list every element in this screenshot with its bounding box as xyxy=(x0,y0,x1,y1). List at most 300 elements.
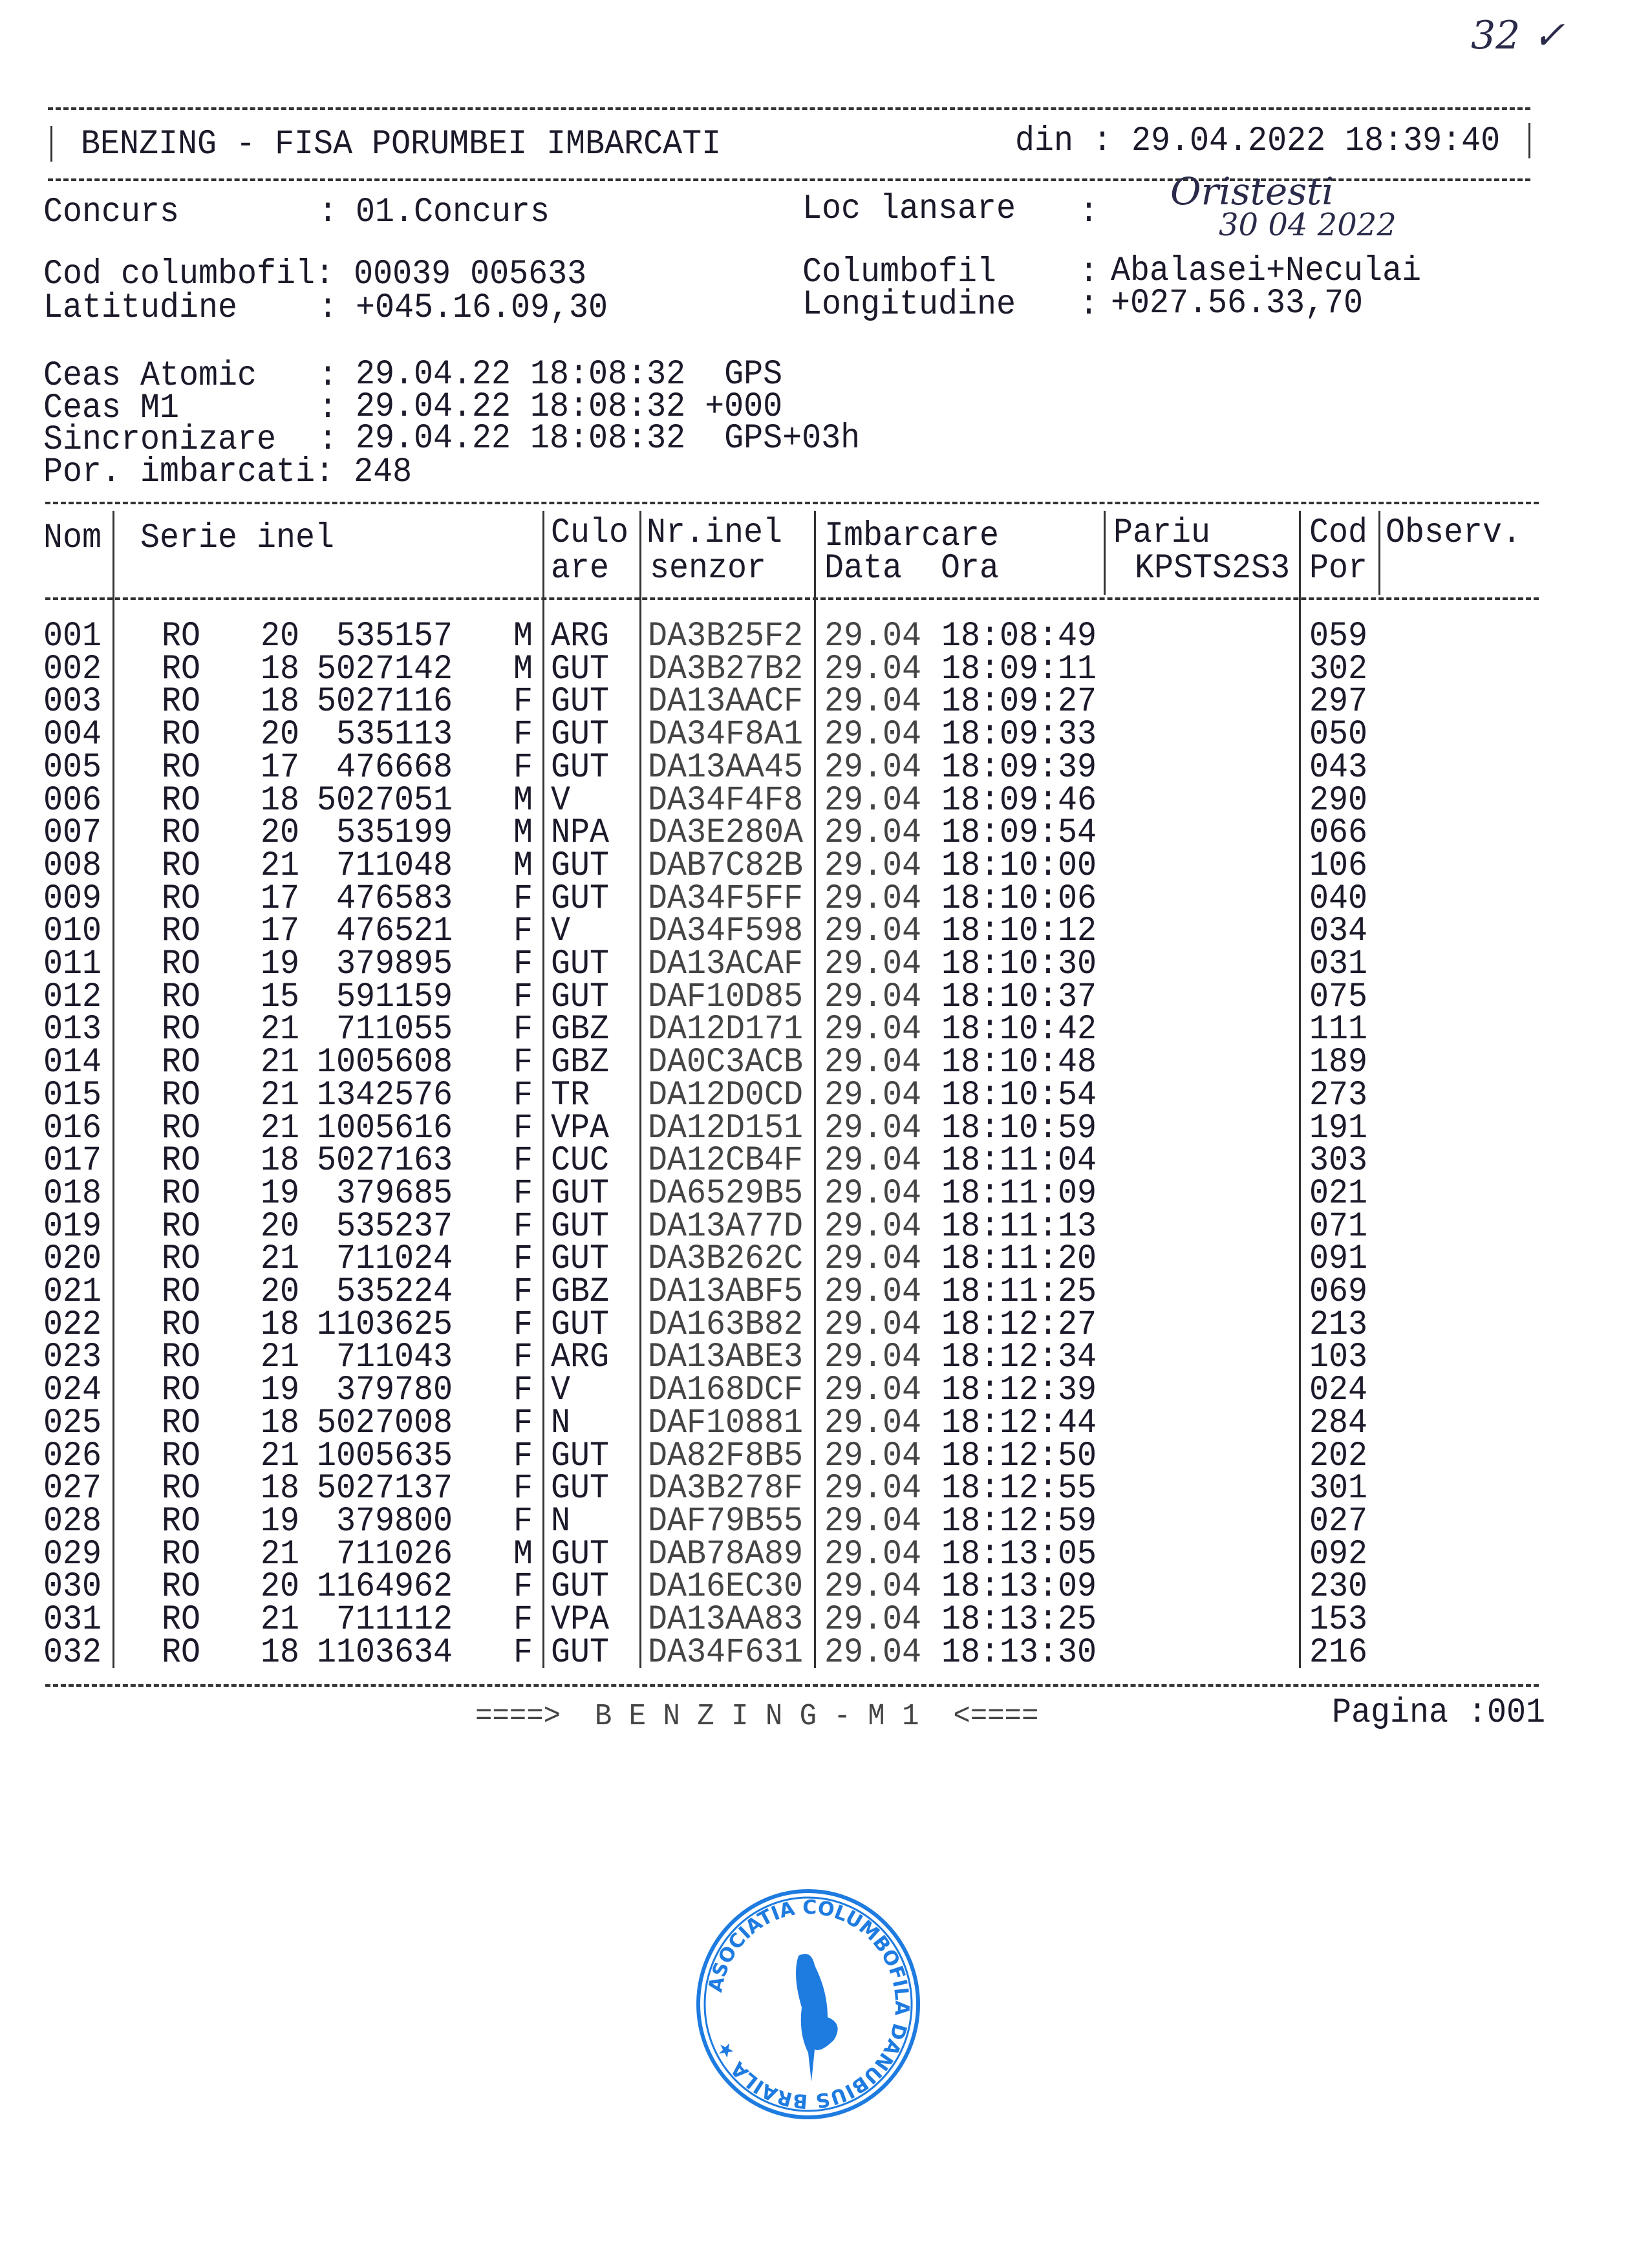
cell-color: V xyxy=(551,1370,571,1411)
cell-country: RO xyxy=(162,1305,201,1345)
cell-nom: 020 xyxy=(43,1239,102,1279)
cell-year: 21 xyxy=(261,1042,300,1083)
cell-year: 18 xyxy=(261,649,300,689)
cell-nom: 001 xyxy=(43,616,102,657)
cell-nom: 018 xyxy=(43,1173,102,1214)
pigeon-icon xyxy=(796,1954,838,2082)
cell-cod: 034 xyxy=(1309,911,1368,952)
cell-sex: F xyxy=(513,977,533,1017)
cell-year: 19 xyxy=(261,1370,300,1411)
cell-cod: 040 xyxy=(1309,879,1368,919)
cell-cod: 031 xyxy=(1309,944,1368,985)
cell-time: 18:11:09 xyxy=(941,1173,1097,1214)
colon: : xyxy=(318,288,338,328)
cell-date: 29.04 xyxy=(824,649,922,689)
cell-year: 21 xyxy=(261,1108,300,1148)
cell-nom: 031 xyxy=(43,1599,102,1640)
cell-ring: 711026 xyxy=(336,1534,453,1574)
colon: : xyxy=(1079,284,1099,325)
cell-year: 17 xyxy=(261,747,300,788)
cell-nom: 025 xyxy=(43,1403,102,1444)
cell-time: 18:12:55 xyxy=(941,1468,1097,1509)
divider xyxy=(50,126,52,162)
cell-color: TR xyxy=(551,1075,590,1116)
cell-sensor: DA34F631 xyxy=(648,1632,804,1673)
concurs-label: Concurs xyxy=(43,192,180,233)
column-divider xyxy=(639,511,641,1668)
cell-time: 18:13:30 xyxy=(941,1632,1097,1673)
latitudine-value: +045.16.09,30 xyxy=(356,288,608,328)
cell-country: RO xyxy=(162,911,201,952)
cell-date: 29.04 xyxy=(824,977,922,1017)
cell-time: 18:10:42 xyxy=(941,1010,1097,1050)
cell-nom: 030 xyxy=(43,1567,102,1607)
cell-cod: 075 xyxy=(1309,977,1368,1017)
cell-color: GUT xyxy=(551,649,610,689)
cell-country: RO xyxy=(162,1436,201,1476)
cell-year: 21 xyxy=(261,846,300,886)
cell-year: 20 xyxy=(261,1272,300,1312)
col-header-serie: Serie inel xyxy=(140,518,335,559)
col-header-observ: Observ. xyxy=(1386,513,1522,553)
cell-nom: 028 xyxy=(43,1501,102,1542)
cell-time: 18:13:25 xyxy=(941,1599,1097,1640)
cell-date: 29.04 xyxy=(824,1338,922,1378)
cell-color: GUT xyxy=(551,879,610,919)
ceas-atomic-label: Ceas Atomic xyxy=(43,356,257,396)
cell-sensor: DA3B278F xyxy=(648,1468,804,1509)
cell-color: V xyxy=(551,780,571,820)
cell-time: 18:10:12 xyxy=(941,911,1097,952)
cell-sensor: DA13ABE3 xyxy=(648,1338,804,1378)
cell-time: 18:10:00 xyxy=(941,846,1097,886)
cell-nom: 009 xyxy=(43,879,102,919)
cell-sensor: DA6529B5 xyxy=(648,1173,804,1214)
cell-ring: 535199 xyxy=(336,813,453,853)
cell-year: 17 xyxy=(261,911,300,952)
cell-color: GUT xyxy=(551,1173,610,1214)
cell-time: 18:10:37 xyxy=(941,977,1097,1017)
cell-date: 29.04 xyxy=(824,1140,922,1181)
cell-date: 29.04 xyxy=(824,879,922,919)
cell-ring: 1005616 xyxy=(316,1108,453,1148)
cell-year: 19 xyxy=(261,1173,300,1214)
cell-nom: 023 xyxy=(43,1338,102,1378)
cell-sex: M xyxy=(513,616,533,657)
document-title: BENZING - FISA PORUMBEI IMBARCATI xyxy=(81,124,722,165)
ceas-m1-value: 29.04.22 18:08:32 +000 xyxy=(356,387,783,427)
cell-cod: 191 xyxy=(1309,1108,1368,1148)
cell-color: GUT xyxy=(551,1436,610,1476)
cell-ring: 1103625 xyxy=(316,1305,453,1345)
cell-cod: 069 xyxy=(1309,1272,1368,1312)
cell-sex: F xyxy=(513,1370,533,1411)
cell-country: RO xyxy=(162,1042,201,1083)
cell-nom: 003 xyxy=(43,682,102,722)
cell-ring: 476521 xyxy=(336,911,453,952)
cell-color: GUT xyxy=(551,1632,610,1673)
cell-ring: 5027163 xyxy=(316,1140,453,1181)
cell-sex: F xyxy=(513,1042,533,1083)
cell-year: 18 xyxy=(261,1632,300,1673)
por-imbarcati-value: 248 xyxy=(354,452,412,493)
footer-banner: ====> B E N Z I N G - M 1 <==== xyxy=(475,1699,1039,1734)
cell-time: 18:09:54 xyxy=(941,813,1097,853)
cell-time: 18:09:33 xyxy=(941,714,1097,755)
cell-country: RO xyxy=(162,649,201,689)
column-divider xyxy=(814,511,816,1668)
cell-color: GUT xyxy=(551,682,610,722)
cell-cod: 153 xyxy=(1309,1599,1368,1640)
cell-color: VPA xyxy=(551,1108,610,1148)
column-divider xyxy=(1378,511,1380,595)
cell-year: 20 xyxy=(261,1567,300,1607)
cell-country: RO xyxy=(162,1632,201,1673)
cell-color: GUT xyxy=(551,1468,610,1509)
cell-date: 29.04 xyxy=(824,1010,922,1050)
cell-cod: 059 xyxy=(1309,616,1368,657)
cell-year: 21 xyxy=(261,1534,300,1574)
cell-ring: 476668 xyxy=(336,747,453,788)
cell-time: 18:10:06 xyxy=(941,879,1097,919)
column-divider xyxy=(112,511,114,1668)
cell-country: RO xyxy=(162,813,201,853)
cell-date: 29.04 xyxy=(824,846,922,886)
cell-country: RO xyxy=(162,944,201,985)
cell-sex: F xyxy=(513,1632,533,1673)
cell-ring: 5027116 xyxy=(316,682,453,722)
cell-ring: 379800 xyxy=(336,1501,453,1542)
cell-country: RO xyxy=(162,1403,201,1444)
cell-date: 29.04 xyxy=(824,714,922,755)
cell-color: GUT xyxy=(551,1534,610,1574)
cell-nom: 014 xyxy=(43,1042,102,1083)
cell-time: 18:13:05 xyxy=(941,1534,1097,1574)
cell-cod: 043 xyxy=(1309,747,1368,788)
cell-nom: 026 xyxy=(43,1436,102,1476)
cell-country: RO xyxy=(162,1173,201,1214)
cell-ring: 379780 xyxy=(336,1370,453,1411)
cell-sensor: DA34F8A1 xyxy=(648,714,804,755)
cell-cod: 230 xyxy=(1309,1567,1368,1607)
cell-date: 29.04 xyxy=(824,1534,922,1574)
cell-color: GBZ xyxy=(551,1010,610,1050)
cell-country: RO xyxy=(162,1239,201,1279)
cell-sensor: DA12D171 xyxy=(648,1010,804,1050)
cell-year: 19 xyxy=(261,944,300,985)
cell-country: RO xyxy=(162,879,201,919)
cell-color: GUT xyxy=(551,1305,610,1345)
cell-sex: M xyxy=(513,649,533,689)
cell-nom: 011 xyxy=(43,944,102,985)
cell-sex: F xyxy=(513,1436,533,1476)
cell-ring: 591159 xyxy=(336,977,453,1017)
cell-sensor: DAF10881 xyxy=(648,1403,804,1444)
table-bottom-divider xyxy=(45,1684,1539,1687)
cell-cod: 027 xyxy=(1309,1501,1368,1542)
cell-date: 29.04 xyxy=(824,1206,922,1246)
cell-date: 29.04 xyxy=(824,616,922,657)
cell-color: V xyxy=(551,911,571,952)
sincronizare-value: 29.04.22 18:08:32 GPS+03h xyxy=(356,418,861,459)
cell-date: 29.04 xyxy=(824,944,922,985)
cell-time: 18:08:49 xyxy=(941,616,1097,657)
cell-sensor: DA12CB4F xyxy=(648,1140,804,1181)
cell-cod: 284 xyxy=(1309,1403,1368,1444)
cell-time: 18:10:48 xyxy=(941,1042,1097,1083)
cell-cod: 103 xyxy=(1309,1338,1368,1378)
cell-year: 15 xyxy=(261,977,300,1017)
cell-sensor: DA12D151 xyxy=(648,1108,804,1148)
cell-nom: 027 xyxy=(43,1468,102,1509)
cell-year: 21 xyxy=(261,1010,300,1050)
stamp-text: ASOCIATIA COLUMBOFILA DANUBIUS BRAILA ★ xyxy=(704,1896,914,2113)
cell-sex: F xyxy=(513,879,533,919)
cell-sensor: DAF79B55 xyxy=(648,1501,804,1542)
cell-sensor: DA0C3ACB xyxy=(648,1042,804,1083)
cell-country: RO xyxy=(162,1501,201,1542)
cod-columbofil-value: 00039 005633 xyxy=(354,254,587,295)
col-header-cod: Cod xyxy=(1309,513,1368,553)
cell-sex: M xyxy=(513,780,533,820)
cell-sensor: DA82F8B5 xyxy=(648,1436,804,1476)
cell-sex: F xyxy=(513,682,533,722)
cell-country: RO xyxy=(162,1599,201,1640)
cell-date: 29.04 xyxy=(824,1173,922,1214)
cod-columbofil-label: Cod columbofil: 00039 005633 xyxy=(43,254,587,295)
cell-date: 29.04 xyxy=(824,1501,922,1542)
cell-ring: 535113 xyxy=(336,714,453,755)
col-header-senzor: senzor xyxy=(650,548,767,589)
cell-ring: 1005608 xyxy=(316,1042,453,1083)
cell-sex: F xyxy=(513,1010,533,1050)
cell-sex: F xyxy=(513,1108,533,1148)
cell-sex: F xyxy=(513,1075,533,1116)
cell-color: N xyxy=(551,1403,571,1444)
cell-date: 29.04 xyxy=(824,1436,922,1476)
cell-date: 29.04 xyxy=(824,1599,922,1640)
cell-date: 29.04 xyxy=(824,1239,922,1279)
cell-country: RO xyxy=(162,1010,201,1050)
colon: : xyxy=(318,420,338,460)
cell-nom: 024 xyxy=(43,1370,102,1411)
cell-year: 21 xyxy=(261,1239,300,1279)
cell-date: 29.04 xyxy=(824,1075,922,1116)
cell-sex: F xyxy=(513,911,533,952)
cell-sex: F xyxy=(513,1239,533,1279)
cell-time: 18:11:25 xyxy=(941,1272,1097,1312)
col-header-data-ora: Data Ora xyxy=(824,548,1000,589)
cell-cod: 092 xyxy=(1309,1534,1368,1574)
cell-cod: 050 xyxy=(1309,714,1368,755)
cell-cod: 106 xyxy=(1309,846,1368,886)
loc-lansare-label: Loc lansare xyxy=(802,189,1016,230)
cell-sex: F xyxy=(513,714,533,755)
cell-sex: F xyxy=(513,1206,533,1246)
cell-time: 18:12:27 xyxy=(941,1305,1097,1345)
cell-year: 20 xyxy=(261,616,300,657)
cell-time: 18:09:11 xyxy=(941,649,1097,689)
din-label: din : 29.04.2022 18:39:40 xyxy=(1015,121,1501,162)
cell-sensor: DA34F5FF xyxy=(648,879,804,919)
cell-nom: 005 xyxy=(43,747,102,788)
cell-nom: 002 xyxy=(43,649,102,689)
cell-time: 18:13:09 xyxy=(941,1567,1097,1607)
cell-date: 29.04 xyxy=(824,1468,922,1509)
cell-ring: 711048 xyxy=(336,846,453,886)
col-header-kpsts2s3: KPSTS2S3 xyxy=(1135,548,1291,589)
cell-nom: 017 xyxy=(43,1140,102,1181)
cell-country: RO xyxy=(162,1370,201,1411)
cell-sensor: DA13AA45 xyxy=(648,747,804,788)
cell-date: 29.04 xyxy=(824,1042,922,1083)
cell-country: RO xyxy=(162,682,201,722)
cell-nom: 032 xyxy=(43,1632,102,1673)
cell-color: ARG xyxy=(551,616,610,657)
cell-country: RO xyxy=(162,1206,201,1246)
cell-date: 29.04 xyxy=(824,1567,922,1607)
cell-nom: 021 xyxy=(43,1272,102,1312)
cell-time: 18:12:44 xyxy=(941,1403,1097,1444)
cell-cod: 066 xyxy=(1309,813,1368,853)
cell-date: 29.04 xyxy=(824,1403,922,1444)
cell-sex: M xyxy=(513,1534,533,1574)
cell-year: 20 xyxy=(261,714,300,755)
cell-date: 29.04 xyxy=(824,1108,922,1148)
cell-country: RO xyxy=(162,1075,201,1116)
cell-sex: F xyxy=(513,1173,533,1214)
col-header-nr-inel: Nr.inel xyxy=(647,513,783,553)
cell-sensor: DA13ABF5 xyxy=(648,1272,804,1312)
cell-sensor: DA34F598 xyxy=(648,911,804,952)
cell-date: 29.04 xyxy=(824,1305,922,1345)
cell-time: 18:12:34 xyxy=(941,1338,1097,1378)
longitudine-value: +027.56.33,70 xyxy=(1111,283,1364,324)
cell-sensor: DA16EC30 xyxy=(648,1567,804,1607)
cell-ring: 535237 xyxy=(336,1206,453,1246)
divider xyxy=(1528,123,1530,158)
cell-nom: 016 xyxy=(43,1108,102,1148)
cell-country: RO xyxy=(162,1338,201,1378)
cell-sex: M xyxy=(513,846,533,886)
cell-date: 29.04 xyxy=(824,747,922,788)
por-imbarcati-label: Por. imbarcati: 248 xyxy=(43,452,412,493)
cell-time: 18:09:39 xyxy=(941,747,1097,788)
column-divider xyxy=(1299,511,1301,1668)
cell-year: 18 xyxy=(261,1403,300,1444)
cell-color: GUT xyxy=(551,747,610,788)
cell-sensor: DA168DCF xyxy=(648,1370,804,1411)
column-divider xyxy=(542,511,544,1668)
cell-cod: 024 xyxy=(1309,1370,1368,1411)
col-header-culoare-2: are xyxy=(551,548,610,589)
cell-nom: 007 xyxy=(43,813,102,853)
divider xyxy=(48,107,1530,110)
cell-color: GUT xyxy=(551,944,610,985)
colon: : xyxy=(318,356,338,396)
cell-color: ARG xyxy=(551,1338,610,1378)
cell-ring: 1164962 xyxy=(316,1567,453,1607)
ceas-m1-label: Ceas M1 xyxy=(43,388,180,429)
cell-year: 18 xyxy=(261,780,300,820)
cell-nom: 012 xyxy=(43,977,102,1017)
cell-country: RO xyxy=(162,1567,201,1607)
cell-year: 19 xyxy=(261,1501,300,1542)
colon: : xyxy=(318,388,338,429)
cell-date: 29.04 xyxy=(824,1370,922,1411)
cell-year: 20 xyxy=(261,1206,300,1246)
page-number: Pagina :001 xyxy=(1332,1693,1546,1733)
cell-time: 18:11:13 xyxy=(941,1206,1097,1246)
loc-lansare-handwritten: Oristesti xyxy=(1170,169,1334,213)
cell-year: 21 xyxy=(261,1338,300,1378)
cell-color: N xyxy=(551,1501,571,1542)
col-header-imbarcare: Imbarcare xyxy=(824,516,1000,557)
cell-sensor: DA13A77D xyxy=(648,1206,804,1246)
cell-sex: F xyxy=(513,944,533,985)
cell-year: 20 xyxy=(261,813,300,853)
cell-time: 18:09:46 xyxy=(941,780,1097,820)
cell-ring: 711112 xyxy=(336,1599,453,1640)
cell-country: RO xyxy=(162,1140,201,1181)
cell-cod: 216 xyxy=(1309,1632,1368,1673)
cell-year: 18 xyxy=(261,1305,300,1345)
cell-date: 29.04 xyxy=(824,1632,922,1673)
cell-time: 18:11:20 xyxy=(941,1239,1097,1279)
cell-nom: 013 xyxy=(43,1010,102,1050)
cell-cod: 303 xyxy=(1309,1140,1368,1181)
cell-ring: 711055 xyxy=(336,1010,453,1050)
cell-ring: 1103634 xyxy=(316,1632,453,1673)
col-header-pariu: Pariu xyxy=(1113,513,1211,553)
loc-lansare-handwritten-date: 30 04 2022 xyxy=(1219,207,1397,243)
cell-sensor: DA3B262C xyxy=(648,1239,804,1279)
por-imbarcati-label-text: Por. imbarcati xyxy=(43,452,316,493)
cell-cod: 021 xyxy=(1309,1173,1368,1214)
table-header-divider xyxy=(45,597,1539,600)
cell-sensor: DA13AA83 xyxy=(648,1599,804,1640)
cell-time: 18:12:39 xyxy=(941,1370,1097,1411)
cell-country: RO xyxy=(162,714,201,755)
handwritten-page-mark: 32 ✓ xyxy=(1471,13,1565,58)
cell-cod: 273 xyxy=(1309,1075,1368,1116)
association-stamp xyxy=(692,1885,925,2124)
cell-color: NPA xyxy=(551,813,610,853)
cell-date: 29.04 xyxy=(824,682,922,722)
cell-time: 18:10:30 xyxy=(941,944,1097,985)
cell-cod: 071 xyxy=(1309,1206,1368,1246)
cell-sex: F xyxy=(513,747,533,788)
cell-sex: F xyxy=(513,1567,533,1607)
columbofil-label: Columbofil xyxy=(802,252,997,293)
cell-time: 18:12:59 xyxy=(941,1501,1097,1542)
cell-sex: F xyxy=(513,1599,533,1640)
latitudine-label: Latitudine xyxy=(43,288,238,328)
cell-date: 29.04 xyxy=(824,911,922,952)
cell-nom: 022 xyxy=(43,1305,102,1345)
column-divider xyxy=(1104,511,1106,595)
cell-ring: 5027137 xyxy=(316,1468,453,1509)
cell-color: GUT xyxy=(551,1239,610,1279)
cell-sensor: DA13ACAF xyxy=(648,944,804,985)
cell-country: RO xyxy=(162,1108,201,1148)
cell-cod: 297 xyxy=(1309,682,1368,722)
cell-sex: F xyxy=(513,1140,533,1181)
cell-ring: 1005635 xyxy=(316,1436,453,1476)
cell-color: GUT xyxy=(551,1206,610,1246)
cell-time: 18:12:50 xyxy=(941,1436,1097,1476)
cell-year: 21 xyxy=(261,1075,300,1116)
